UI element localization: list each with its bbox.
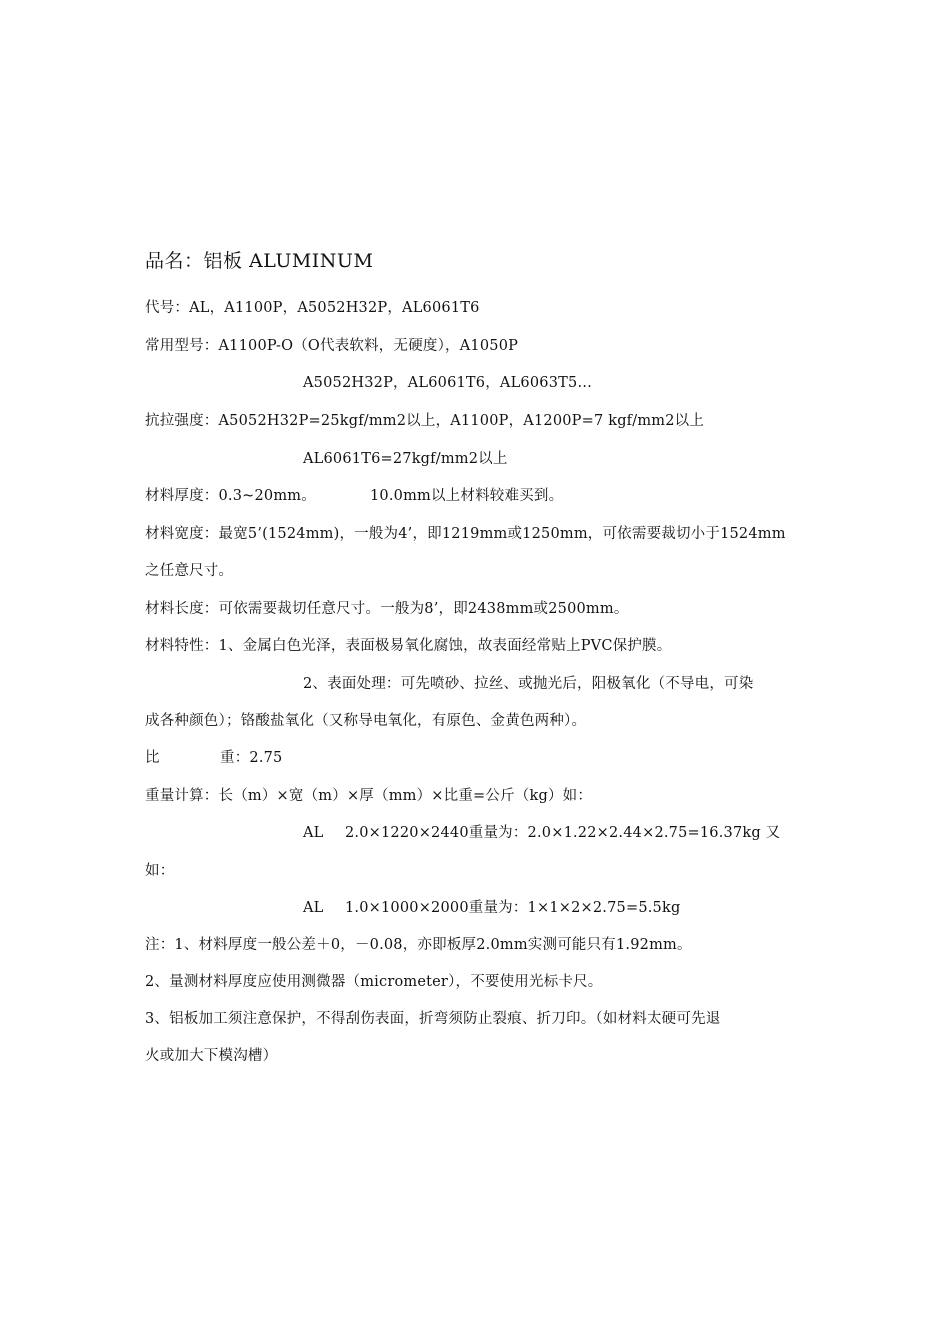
length-line: 材料长度：可依需要裁切任意尺寸。一般为8’，即2438mm或2500mm。	[145, 601, 629, 617]
tensile-line-1: 抗拉强度：A5052H32P=25kgf/mm2以上，A1100P，A1200P=7 kgf/mm2以上	[145, 413, 705, 429]
width-line-1: 材料宽度：最宽5’(1524mm)，一般为4’，即1219mm或1250mm，可依需要裁切小于1524mm	[145, 526, 786, 542]
thickness-line-a: 材料厚度：0.3~20mm。	[145, 488, 316, 504]
note-line-2: 2、量测材料厚度应使用测微器（micrometer），不要使用光标卡尺。	[145, 974, 603, 990]
density-label-a: 比	[145, 750, 160, 766]
density-label-b: 重：2.75	[220, 750, 283, 766]
product-title: 品名：铝板 ALUMINUM	[145, 250, 374, 272]
common-model-line-1: 常用型号：A1100P-O（O代表软料，无硬度），A1050P	[145, 338, 519, 354]
example-1-prefix: AL	[303, 825, 324, 841]
common-model-line-2: A5052H32P，AL6061T6，AL6063T5…	[303, 375, 593, 391]
property-line-2: 2、表面处理：可先喷砂、拉丝、或抛光后，阳极氧化（不导电，可染	[303, 676, 754, 692]
tensile-line-2: AL6061T6=27kgf/mm2以上	[303, 451, 508, 467]
example-2-prefix: AL	[303, 900, 324, 916]
example-1-body: 2.0×1220×2440重量为：2.0×1.22×2.44×2.75=16.37kg 又	[345, 825, 781, 841]
example-1-continuation: 如：	[145, 863, 175, 879]
example-2-body: 1.0×1000×2000重量为：1×1×2×2.75=5.5kg	[345, 900, 681, 916]
note-line-3b: 火或加大下模沟槽）	[145, 1048, 278, 1064]
thickness-line-b: 10.0mm以上材料较难买到。	[370, 488, 564, 504]
property-line-3: 成各种颜色）；铬酸盐氧化（又称导电氧化，有原色、金黄色两种）。	[145, 713, 587, 729]
width-line-2: 之任意尺寸。	[145, 563, 234, 579]
note-line-3a: 3、铝板加工须注意保护，不得刮伤表面，折弯须防止裂痕、折刀印。（如材料太硬可先退	[145, 1011, 721, 1027]
weight-formula-line: 重量计算：长（m）×宽（m）×厚（mm）×比重=公斤（kg）如：	[145, 788, 593, 804]
code-line: 代号：AL，A1100P，A5052H32P，AL6061T6	[145, 300, 480, 316]
property-line-1: 材料特性：1、金属白色光泽，表面极易氧化腐蚀，故表面经常贴上PVC保护膜。	[145, 638, 672, 654]
note-line-1: 注：1、材料厚度一般公差＋0，－0.08，亦即板厚2.0mm实测可能只有1.92mm。	[145, 937, 692, 953]
